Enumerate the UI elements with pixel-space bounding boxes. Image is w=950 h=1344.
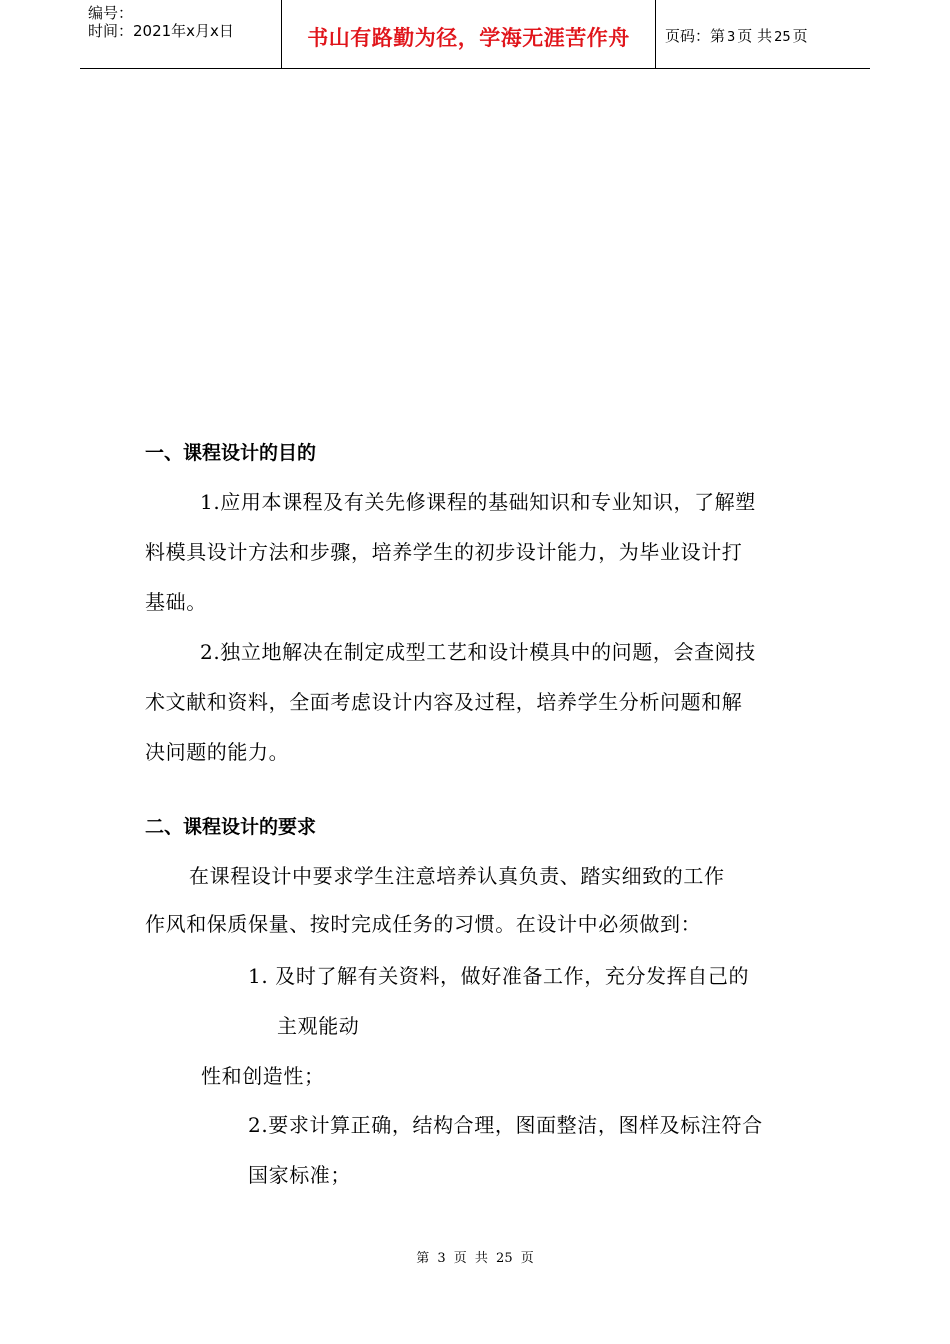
paragraph-line: 2.独立地解决在制定成型工艺和设计模具中的问题，会查阅技 — [200, 640, 756, 664]
section2-heading: 二、课程设计的要求 — [145, 816, 317, 838]
header-page-cell — [656, 0, 870, 68]
page-code-mid: 页 共 — [737, 27, 773, 45]
header-motto-cell — [282, 0, 656, 68]
paragraph-line: 基础。 — [145, 590, 207, 614]
page-header — [80, 0, 870, 69]
list-item-line: 1. 及时了解有关资料，做好准备工作，充分发挥自己的 — [248, 964, 750, 988]
page-code-prefix: 页码：第 — [665, 27, 726, 45]
time-label: 时间：2021年x月x日 — [88, 22, 234, 40]
paragraph-line: 作风和保质保量、按时完成任务的习惯。在设计中必须做到： — [145, 912, 702, 936]
paragraph-line: 料模具设计方法和步骤，培养学生的初步设计能力，为毕业设计打 — [145, 540, 743, 564]
page-total: 25 — [774, 30, 791, 45]
section1-heading: 一、课程设计的目的 — [145, 442, 317, 464]
list-item-line: 国家标准； — [248, 1163, 351, 1187]
serial-label: 编号： — [88, 4, 134, 22]
header-meta-cell — [80, 0, 282, 68]
list-item-line: 2.要求计算正确，结构合理，图面整洁，图样及标注符合 — [248, 1113, 763, 1137]
paragraph-line: 术文献和资料，全面考虑设计内容及过程，培养学生分析问题和解 — [145, 690, 743, 714]
page-code-suffix: 页 — [792, 27, 808, 45]
list-item-line: 性和创造性； — [201, 1064, 325, 1088]
page-current: 3 — [727, 30, 736, 45]
paragraph-line: 决问题的能力。 — [145, 740, 290, 764]
page-code — [665, 25, 808, 46]
paragraph-line: 1.应用本课程及有关先修课程的基础知识和专业知识，了解塑 — [200, 490, 756, 514]
page-footer: 第 3 页 共 25 页 — [416, 1251, 534, 1266]
motto-text: 书山有路勤为径，学海无涯苦作舟 — [307, 26, 630, 50]
paragraph-line: 在课程设计中要求学生注意培养认真负责、踏实细致的工作 — [189, 864, 725, 888]
list-item-line: 主观能动 — [277, 1014, 360, 1038]
